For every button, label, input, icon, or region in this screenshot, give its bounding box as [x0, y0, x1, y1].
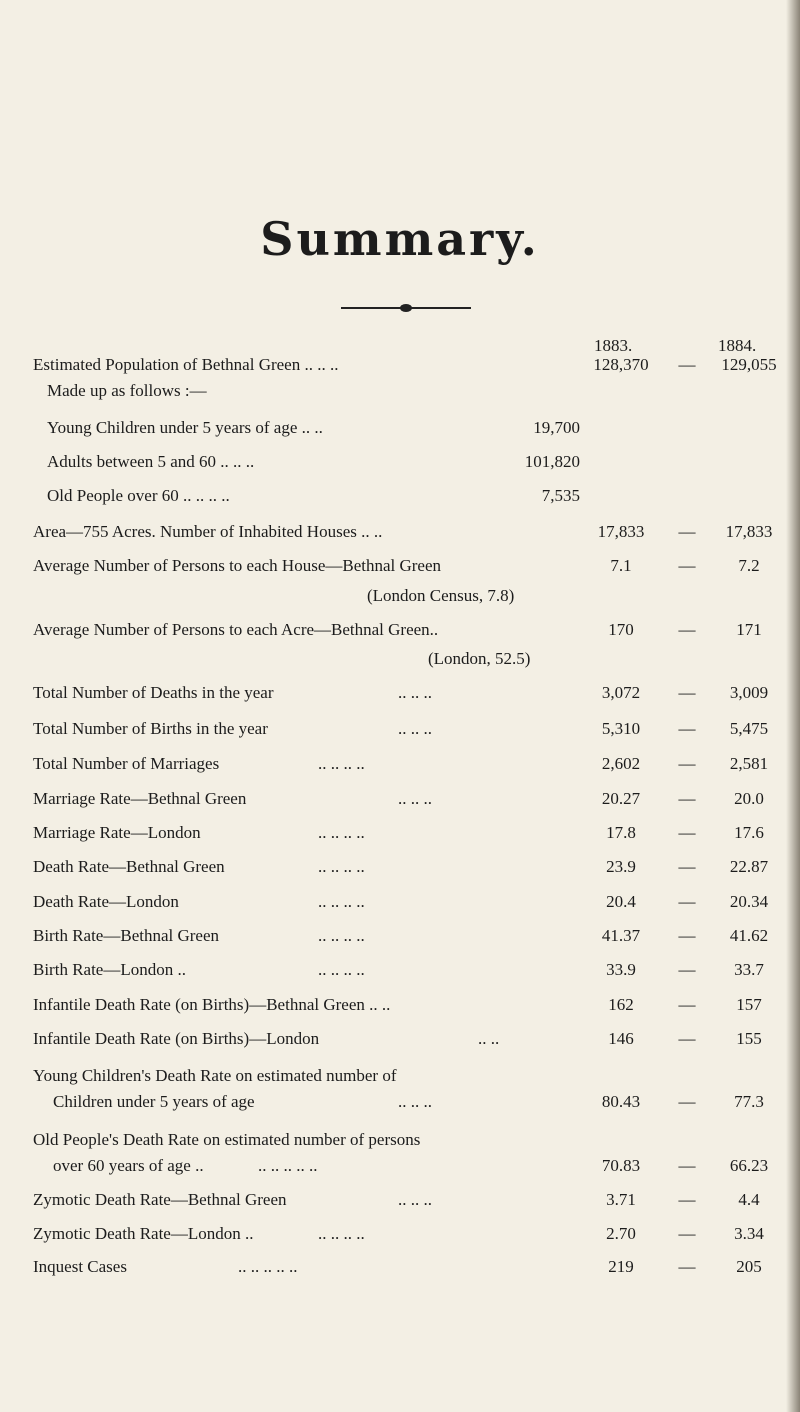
dash: —: [678, 556, 696, 575]
table-row: [0, 683, 800, 709]
dash: —: [678, 926, 696, 945]
value-1884: 41.62: [729, 926, 769, 945]
dot-leader: .. .. ..: [398, 789, 432, 808]
value-1884: 171: [736, 620, 762, 639]
row-note: (London, 52.5): [428, 649, 531, 668]
dash: —: [678, 892, 696, 911]
table-row: [0, 452, 800, 478]
dot-leader: .. .. .. ..: [318, 1224, 365, 1243]
row-label: Infantile Death Rate (on Births)—London: [33, 1029, 320, 1048]
dash: —: [678, 1190, 696, 1209]
row-label: Birth Rate—Bethnal Green: [33, 926, 220, 945]
table-row: [0, 1066, 800, 1092]
value-1883: 170: [608, 620, 634, 639]
table-row: [0, 719, 800, 745]
row-label: Marriage Rate—London: [33, 823, 201, 842]
row-label: Zymotic Death Rate—Bethnal Green: [33, 1190, 287, 1209]
title-rule-ornament: [400, 304, 412, 312]
dash: —: [678, 1156, 696, 1175]
value-1883: 146: [608, 1029, 634, 1048]
row-label: Old People over 60 .. .. .. ..: [47, 486, 230, 505]
value-1884: 205: [736, 1257, 762, 1276]
row-label: Inquest Cases: [33, 1257, 127, 1276]
value-1883: 7.1: [610, 556, 632, 575]
value-1883: 41.37: [601, 926, 641, 945]
row-label-continued: Children under 5 years of age: [53, 1092, 255, 1111]
value-1884: 17.6: [734, 823, 764, 842]
value-1883: 128,370: [593, 355, 649, 374]
value-1884: 155: [736, 1029, 762, 1048]
value-1883: 20.4: [606, 892, 636, 911]
table-row: [0, 355, 800, 381]
dash: —: [678, 754, 696, 773]
table-row: [0, 995, 800, 1021]
value-1884: 22.87: [729, 857, 769, 876]
year-header-1883: 1883.: [594, 336, 633, 355]
row-label: Death Rate—London: [33, 892, 179, 911]
dot-leader: .. ..: [478, 1029, 500, 1048]
table-row: [0, 926, 800, 952]
row-label: Area—755 Acres. Number of Inhabited Houses .. ..: [33, 522, 383, 541]
value-1883: 20.27: [601, 789, 641, 808]
dot-leader: .. .. .. ..: [318, 960, 365, 979]
value-1884: 20.0: [734, 789, 764, 808]
value-1884: 3,009: [729, 683, 769, 702]
dot-leader: .. .. .. ..: [318, 823, 365, 842]
table-row: [0, 857, 800, 883]
dot-leader: .. .. ..: [398, 683, 432, 702]
subtotal-value: 19,700: [533, 418, 580, 437]
row-label: Total Number of Marriages: [33, 754, 220, 773]
row-label: Birth Rate—London ..: [33, 960, 186, 979]
table-row-continuation: [0, 1092, 800, 1118]
value-1884: 3.34: [734, 1224, 764, 1243]
dot-leader: .. .. ..: [398, 1190, 432, 1209]
row-label: Made up as follows :—: [47, 381, 207, 400]
dot-leader: .. .. .. ..: [318, 754, 365, 773]
row-label: Zymotic Death Rate—London ..: [33, 1224, 254, 1243]
value-1884: 33.7: [734, 960, 764, 979]
table-row: [0, 823, 800, 849]
table-row: [0, 522, 800, 548]
row-label-continued: over 60 years of age ..: [53, 1156, 204, 1175]
dash: —: [678, 1224, 696, 1243]
value-1883: 2,602: [601, 754, 641, 773]
table-row: [0, 486, 800, 512]
table-row-continuation: [0, 1156, 800, 1182]
row-note: (London Census, 7.8): [367, 586, 515, 605]
dot-leader: .. .. .. .. ..: [258, 1156, 318, 1175]
dot-leader: .. .. .. ..: [318, 892, 365, 911]
table-row: [0, 754, 800, 780]
table-row: [0, 620, 800, 646]
dash: —: [678, 823, 696, 842]
dash: —: [678, 857, 696, 876]
value-1884: 129,055: [721, 355, 777, 374]
dot-leader: .. .. .. ..: [318, 926, 365, 945]
value-1883: 17,833: [597, 522, 645, 541]
value-1883: 17.8: [606, 823, 636, 842]
dot-leader: .. .. .. ..: [318, 857, 365, 876]
row-label: Total Number of Births in the year: [33, 719, 268, 738]
value-1884: 66.23: [729, 1156, 769, 1175]
row-label: Total Number of Deaths in the year: [33, 683, 274, 702]
dash: —: [678, 995, 696, 1014]
value-1884: 7.2: [738, 556, 760, 575]
value-1883: 70.83: [601, 1156, 641, 1175]
row-label: Marriage Rate—Bethnal Green: [33, 789, 247, 808]
value-1884: 17,833: [725, 522, 773, 541]
dash: —: [678, 719, 696, 738]
dash: —: [678, 1092, 696, 1111]
row-label: Adults between 5 and 60 .. .. ..: [47, 452, 255, 471]
value-1883: 162: [608, 995, 634, 1014]
row-label: Death Rate—Bethnal Green: [33, 857, 225, 876]
page-title: Summary.: [260, 212, 540, 266]
row-label: Average Number of Persons to each Acre—Bethnal Green..: [33, 620, 439, 639]
value-1883: 5,310: [601, 719, 641, 738]
table-row: [0, 892, 800, 918]
dot-leader: .. .. ..: [398, 1092, 432, 1111]
table-row: [0, 1224, 800, 1250]
dash: —: [678, 789, 696, 808]
table-row: [0, 1130, 800, 1156]
value-1883: 2.70: [606, 1224, 636, 1243]
row-label: Infantile Death Rate (on Births)—Bethnal Green .. ..: [33, 995, 391, 1014]
row-label: Young Children's Death Rate on estimated number of: [33, 1066, 397, 1085]
dash: —: [678, 620, 696, 639]
value-1884: 2,581: [729, 754, 769, 773]
value-1883: 3,072: [601, 683, 641, 702]
dot-leader: .. .. ..: [398, 719, 432, 738]
row-label: Old People's Death Rate on estimated number of persons: [33, 1130, 421, 1149]
table-row: [0, 789, 800, 815]
value-1883: 3.71: [606, 1190, 636, 1209]
table-row: [0, 418, 800, 444]
table-row: [0, 556, 800, 582]
value-1884: 157: [736, 995, 762, 1014]
table-row: [0, 1257, 800, 1283]
year-header-1884: 1884.: [718, 336, 757, 355]
dash: —: [678, 522, 696, 541]
row-label: Estimated Population of Bethnal Green .. .. ..: [33, 355, 339, 374]
value-1884: 4.4: [738, 1190, 760, 1209]
value-1884: 20.34: [729, 892, 769, 911]
dot-leader: .. .. .. .. ..: [238, 1257, 298, 1276]
value-1884: 77.3: [734, 1092, 764, 1111]
subtotal-value: 7,535: [541, 486, 580, 505]
table-row: [0, 381, 800, 407]
value-1883: 23.9: [606, 857, 636, 876]
table-row: [0, 960, 800, 986]
dash: —: [678, 355, 696, 374]
dash: —: [678, 683, 696, 702]
value-1883: 33.9: [606, 960, 636, 979]
table-row: [0, 1190, 800, 1216]
subtotal-value: 101,820: [524, 452, 580, 471]
table-row: [0, 1029, 800, 1055]
value-1883: 80.43: [601, 1092, 641, 1111]
dash: —: [678, 1029, 696, 1048]
value-1883: 219: [608, 1257, 634, 1276]
row-label: Young Children under 5 years of age .. ..: [47, 418, 323, 437]
value-1884: 5,475: [729, 719, 769, 738]
dash: —: [678, 1257, 696, 1276]
dash: —: [678, 960, 696, 979]
row-label: Average Number of Persons to each House—Bethnal Green: [33, 556, 442, 575]
